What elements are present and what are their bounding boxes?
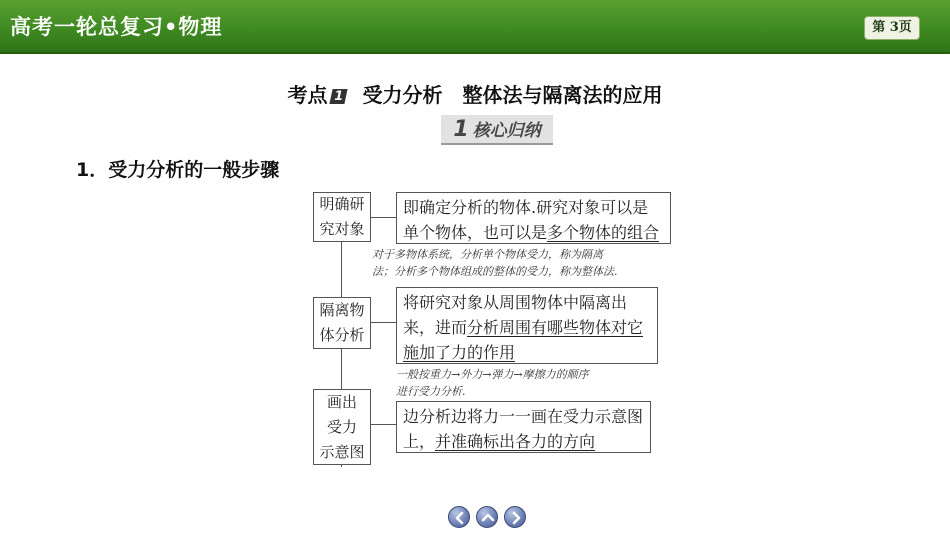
step-desc-3: [396, 401, 651, 453]
chevron-up-icon: [481, 511, 495, 525]
step-2-label-line-1: 隔离物: [319, 301, 365, 319]
step-1-label-line-2: 究对象: [319, 220, 365, 238]
step-box-3: [313, 389, 371, 465]
chevron-left-icon: [453, 511, 467, 525]
note-1-line-2: 法；分析多个物体组成的整体的受力，称为整体法.: [372, 265, 618, 278]
connector-step-1: [370, 217, 397, 218]
handwritten-note-1: [372, 246, 618, 280]
note-2-line-1: 一般按重力→外力→弹力→摩擦力的顺序: [396, 368, 589, 381]
step-desc-2: [396, 287, 658, 364]
step-1-desc-text: 即确定分析的物体.研究对象可以是单个物体，也可以是: [403, 198, 649, 242]
content-heading: 1．受力分析的一般步骤: [76, 159, 280, 181]
handwritten-note-2: [396, 366, 589, 400]
section-banner: [441, 115, 553, 145]
step-3-desc-highlight: 并准确标出各力的方向: [435, 432, 596, 451]
topic-prefix: 考点: [287, 83, 328, 107]
section-label: 核心归纳: [472, 121, 541, 141]
step-1-desc-highlight: 多个物体的组合: [547, 223, 660, 242]
step-3-label-line-1: 画出: [326, 392, 357, 411]
section-number: 1: [453, 117, 469, 142]
topic-title-row: [0, 79, 950, 108]
step-box-1: [313, 192, 371, 242]
header-bar: [0, 0, 950, 54]
step-2-desc-highlight: 分析周围有哪些物体对它施加了力的作用: [403, 318, 644, 362]
page-number-badge: 第 3页: [864, 16, 920, 40]
chevron-right-icon: [509, 511, 523, 525]
home-up-button[interactable]: [476, 506, 498, 528]
step-3-label-line-3: 示意图: [319, 442, 365, 461]
note-2-line-2: 进行受力分析.: [396, 385, 466, 398]
step-1-label-line-1: 明确研: [319, 195, 365, 213]
step-2-desc-text: 将研究对象从周围物体中隔离出来，进而: [403, 293, 628, 337]
connector-step-3: [370, 424, 397, 425]
note-1-line-1: 对于多物体系统，分析单个物体受力，称为隔离: [372, 248, 603, 261]
next-page-button[interactable]: [504, 506, 526, 528]
step-2-label-line-2: 体分析: [319, 326, 365, 344]
topic-number-badge: 1: [329, 89, 347, 104]
connector-step-2: [370, 322, 397, 323]
step-desc-1: [396, 192, 671, 244]
prev-page-button[interactable]: [448, 506, 470, 528]
step-3-label-line-2: 受力: [326, 417, 357, 436]
step-3-desc-text: 边分析边将力一一画在受力示意图上，: [403, 407, 644, 451]
topic-title: 受力分析 整体法与隔离法的应用: [362, 83, 663, 107]
step-box-2: [313, 297, 371, 349]
course-title: 高考一轮总复习•物理: [10, 15, 223, 39]
